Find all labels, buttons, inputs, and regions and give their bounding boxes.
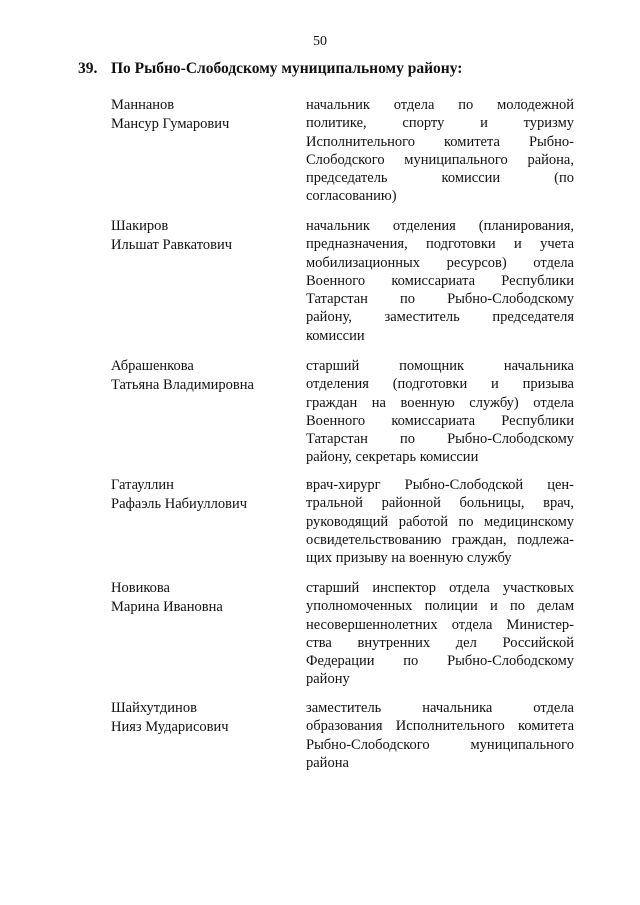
role-line: мобилизационных ресурсов) отдела xyxy=(306,254,574,271)
role-line: району xyxy=(306,671,350,688)
person-surname: Шайхутдинов xyxy=(111,700,197,716)
person-role xyxy=(306,579,574,689)
role-line: Военного комиссариата Республики xyxy=(306,412,574,429)
person-given-names: Ильшат Равкатович xyxy=(111,236,233,253)
role-line: образования Исполнительного комитета xyxy=(306,718,574,735)
person-name xyxy=(111,217,291,254)
person-given-names: Мансур Гумарович xyxy=(111,115,230,132)
role-line: предназначения, подготовки и учета xyxy=(306,236,574,253)
role-line: Татарстан по Рыбно-Слободскому xyxy=(306,291,574,308)
person-role xyxy=(306,217,574,345)
role-line: району, секретарь комиссии xyxy=(306,449,479,466)
section-title: По Рыбно-Слободскому муниципальному району: xyxy=(111,60,463,77)
person-given-names: Татьяна Владимировна xyxy=(111,376,254,393)
person-name xyxy=(111,357,291,394)
role-line: Татарстан по Рыбно-Слободскому xyxy=(306,431,574,448)
role-line: Исполнительного комитета Рыбно- xyxy=(306,133,574,150)
role-line: политике, спорту и туризму xyxy=(306,115,574,132)
role-line: начальник отделения (планирования, xyxy=(306,218,574,234)
person-surname: Новикова xyxy=(111,580,170,596)
role-line: щих призыву на военную службу xyxy=(306,550,512,567)
role-line: району, заместитель председателя xyxy=(306,309,574,326)
person-name xyxy=(111,476,291,513)
person-role xyxy=(306,357,574,467)
role-line: комиссии xyxy=(306,327,365,344)
role-line: руководящий работой по медицинскому xyxy=(306,513,574,530)
section-heading xyxy=(78,59,598,79)
person-given-names: Марина Ивановна xyxy=(111,598,223,615)
person-role xyxy=(306,476,574,567)
person-surname: Маннанов xyxy=(111,97,175,113)
role-line: отделения (подготовки и призыва xyxy=(306,376,574,393)
role-line: начальник отдела по молодежной xyxy=(306,97,574,113)
role-line: врач-хирург Рыбно-Слободской цен- xyxy=(306,477,574,493)
role-line: Слободского муниципального района, xyxy=(306,151,574,168)
role-line: района xyxy=(306,754,349,771)
person-role xyxy=(306,699,574,772)
role-line: уполномоченных полиции и по делам xyxy=(306,598,574,615)
role-line: председатель комиссии (по xyxy=(306,170,574,187)
person-role xyxy=(306,96,574,206)
person-surname: Шакиров xyxy=(111,218,169,234)
role-line: тральной районной больницы, врач, xyxy=(306,495,574,512)
person-name xyxy=(111,579,291,616)
person-surname: Гатауллин xyxy=(111,477,174,493)
role-line: Рыбно-Слободского муниципального xyxy=(306,736,574,753)
role-line: согласованию) xyxy=(306,188,397,205)
role-line: Военного комиссариата Республики xyxy=(306,272,574,289)
person-given-names: Рафаэль Набиуллович xyxy=(111,495,248,512)
role-line: освидетельствованию граждан, подлежа- xyxy=(306,531,574,548)
role-line: Федерации по Рыбно-Слободскому xyxy=(306,653,574,670)
role-line: заместитель начальника отдела xyxy=(306,700,574,716)
person-name xyxy=(111,699,291,736)
page-number: 50 xyxy=(313,34,327,49)
person-given-names: Нияз Мударисович xyxy=(111,718,229,735)
person-surname: Абрашенкова xyxy=(111,358,194,374)
role-line: граждан на военную службу) отдела xyxy=(306,394,574,411)
section-number: 39. xyxy=(78,60,98,77)
role-line: старший инспектор отдела участковых xyxy=(306,580,574,596)
role-line: несовершеннолетних отдела Министер- xyxy=(306,616,574,633)
role-line: ства внутренних дел Российской xyxy=(306,634,574,651)
role-line: старший помощник начальника xyxy=(306,358,574,374)
person-name xyxy=(111,96,291,133)
